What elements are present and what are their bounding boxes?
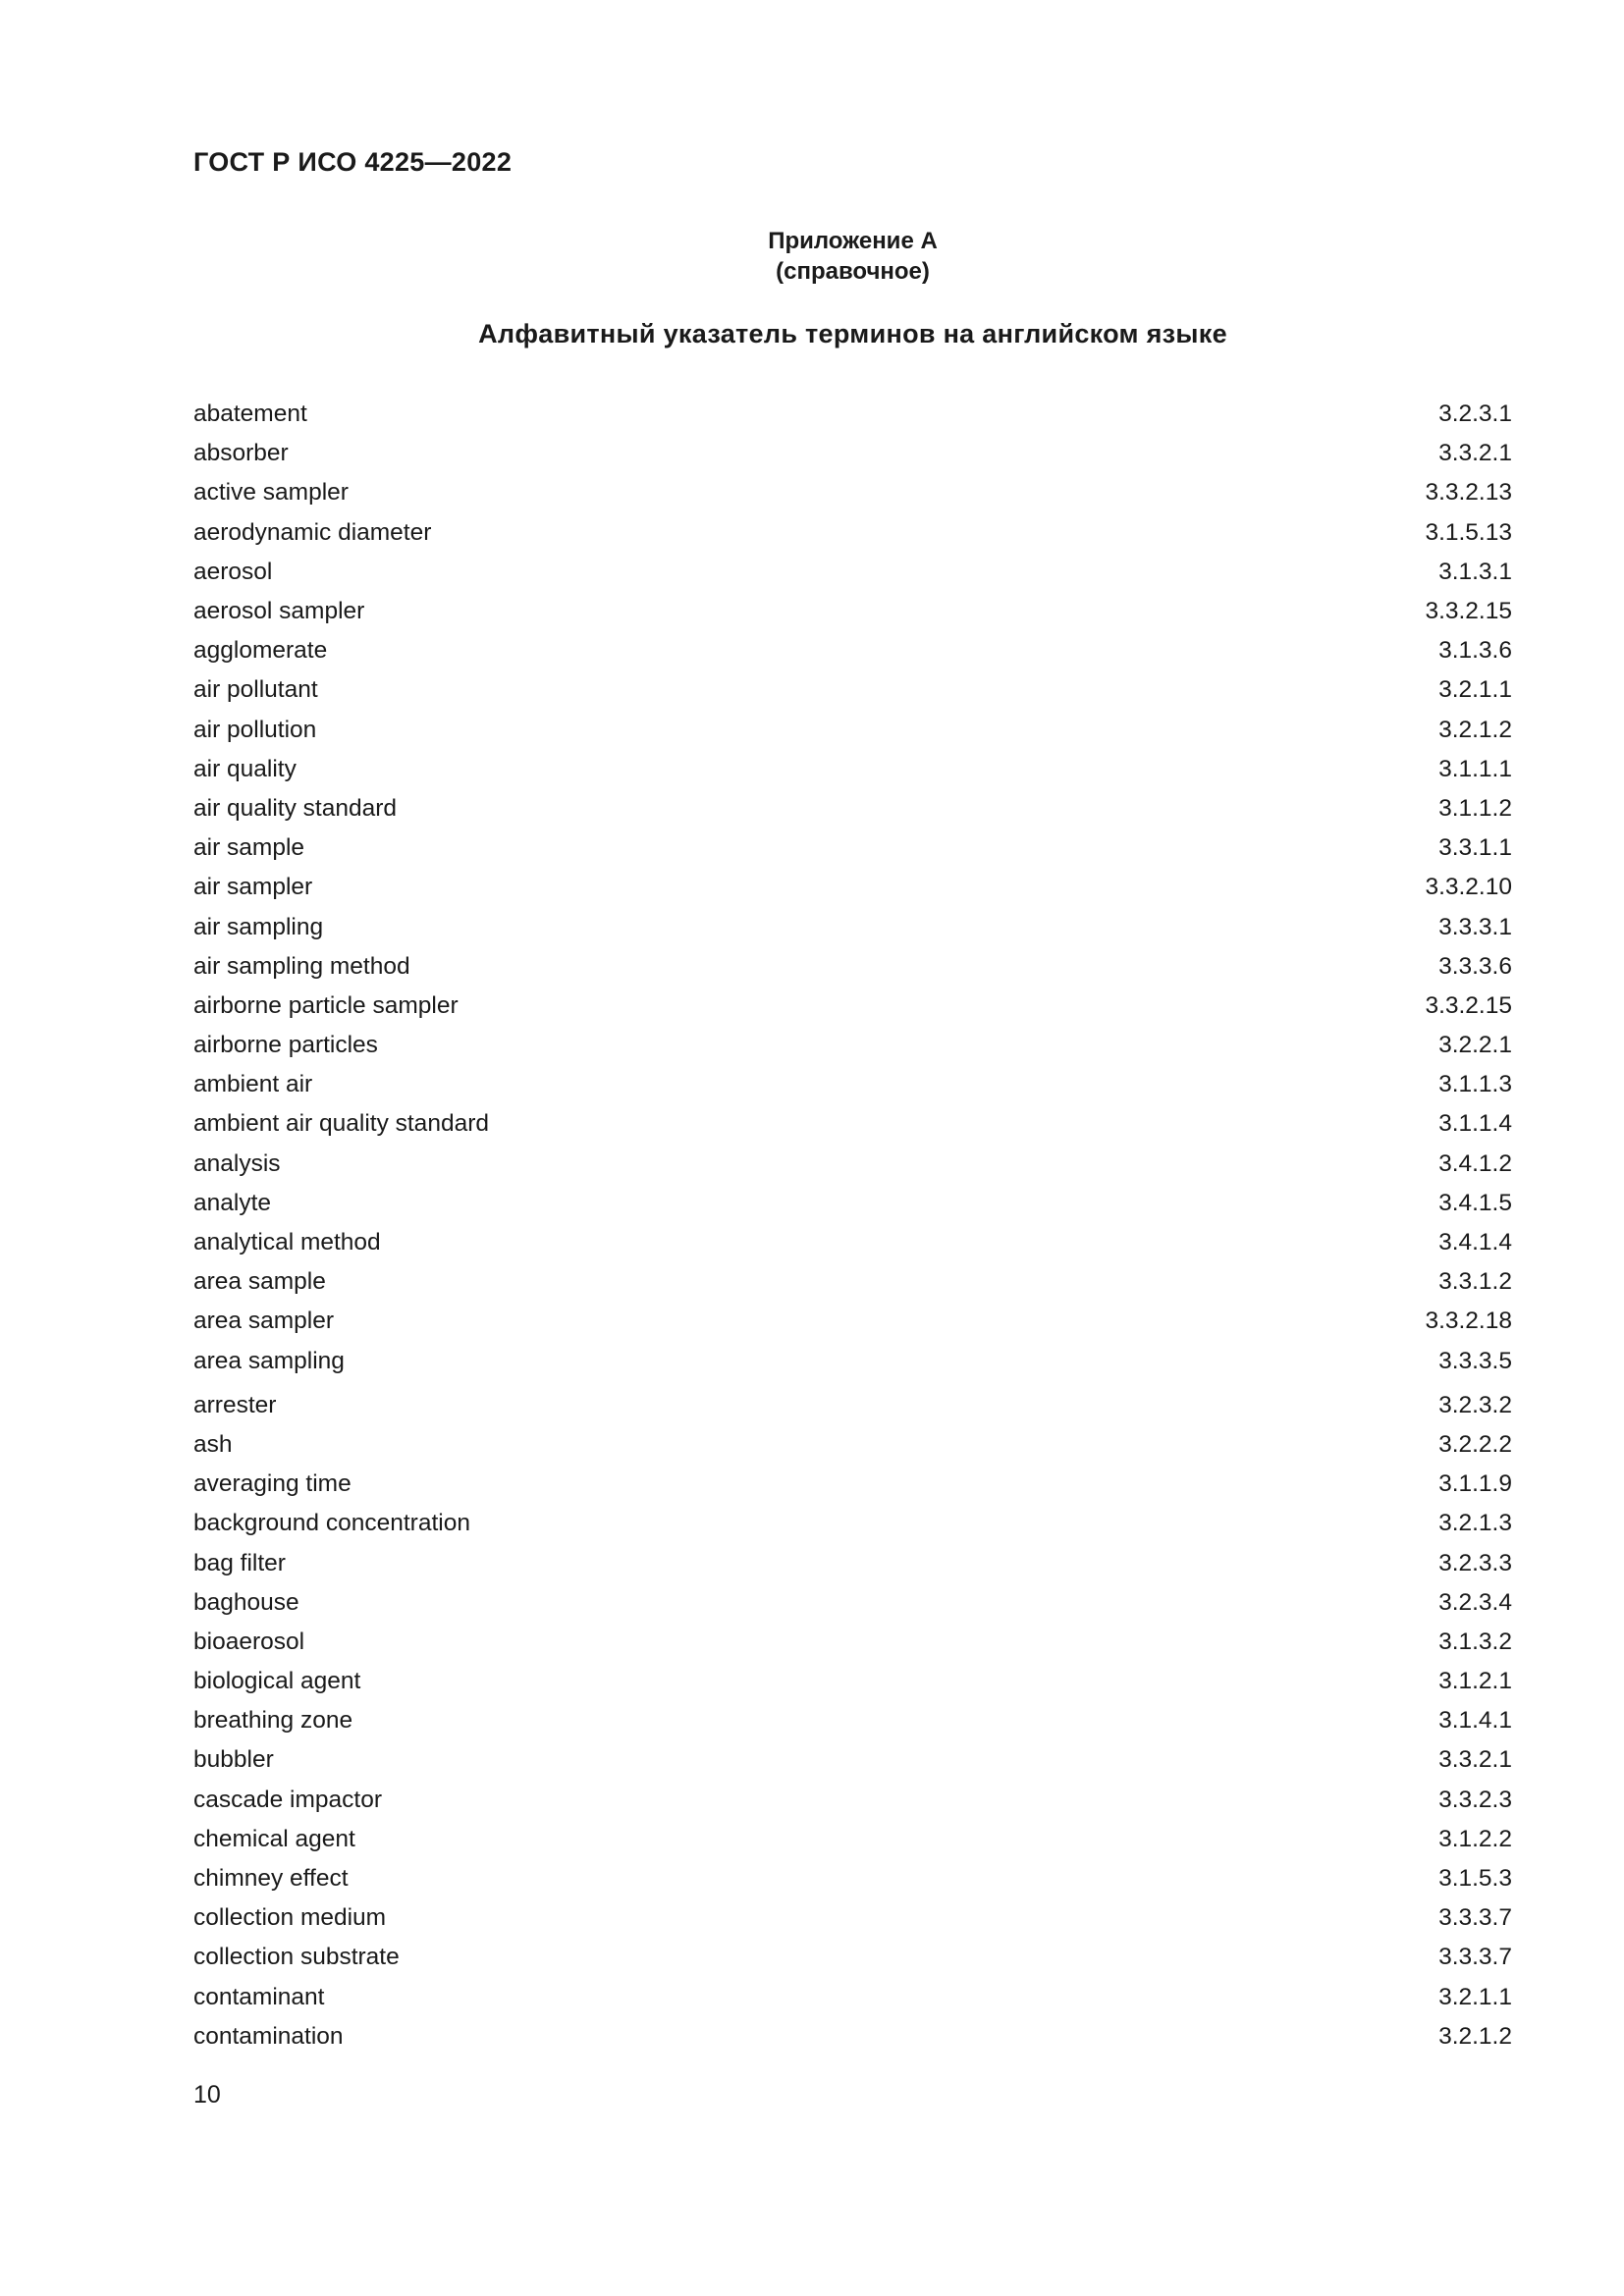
- index-term: air quality: [193, 755, 297, 782]
- index-term: agglomerate: [193, 637, 328, 665]
- index-entry: [193, 1740, 1512, 1780]
- index-entry: [193, 1701, 1512, 1740]
- index-term: ash: [193, 1430, 233, 1458]
- index-entry: [193, 1184, 1512, 1223]
- index-term: area sample: [193, 1268, 326, 1296]
- index-entry: [193, 1065, 1512, 1104]
- index-entry: [193, 789, 1512, 828]
- index-term: air pollution: [193, 716, 317, 743]
- index-entry: [193, 434, 1512, 473]
- index-entry: [193, 631, 1512, 670]
- index-entry: [193, 1465, 1512, 1504]
- index-term: background concentration: [193, 1510, 470, 1537]
- index-entry: [193, 1898, 1512, 1938]
- annex-heading: [193, 226, 1512, 287]
- index-term: chemical agent: [193, 1825, 355, 1852]
- index-entry: [193, 1262, 1512, 1302]
- index-ref: 3.3.2.10: [1425, 874, 1512, 901]
- index-ref: 3.3.2.1: [1438, 440, 1512, 467]
- index-ref: 3.3.3.1: [1438, 913, 1512, 940]
- index-entry: [193, 1583, 1512, 1623]
- index-entry: [193, 1342, 1512, 1381]
- index-entry: [193, 513, 1512, 553]
- index-entry: [193, 1662, 1512, 1701]
- index-entry: [193, 947, 1512, 987]
- index-entry: [193, 1938, 1512, 1977]
- index-ref: 3.1.3.2: [1438, 1628, 1512, 1655]
- index-ref: 3.2.1.1: [1438, 676, 1512, 704]
- index-term: analytical method: [193, 1229, 381, 1256]
- index-term: cascade impactor: [193, 1786, 383, 1813]
- index-term: area sampler: [193, 1308, 334, 1335]
- index-ref: 3.2.1.2: [1438, 2022, 1512, 2050]
- index-ref: 3.3.2.15: [1425, 598, 1512, 625]
- index-ref: 3.1.5.3: [1438, 1865, 1512, 1893]
- index-ref: 3.2.3.1: [1438, 400, 1512, 428]
- index-title: Алфавитный указатель терминов на английском языке: [478, 319, 1227, 348]
- index-entry: [193, 1145, 1512, 1184]
- index-term: ambient air: [193, 1071, 313, 1098]
- index-term: bag filter: [193, 1549, 286, 1576]
- index-entry: [193, 473, 1512, 512]
- index-ref: 3.3.2.18: [1425, 1308, 1512, 1335]
- index-term: collection substrate: [193, 1944, 400, 1971]
- index-ref: 3.1.3.1: [1438, 558, 1512, 585]
- index-ref: 3.1.3.6: [1438, 637, 1512, 665]
- index-entry: [193, 1302, 1512, 1341]
- index-entry: [193, 1623, 1512, 1662]
- index-entry: [193, 1859, 1512, 1898]
- index-entry: [193, 1820, 1512, 1859]
- index-entry: [193, 1425, 1512, 1465]
- index-entry: [193, 1386, 1512, 1425]
- index-ref: 3.3.3.6: [1438, 952, 1512, 980]
- index-entry: [193, 1543, 1512, 1582]
- index-ref: 3.1.1.2: [1438, 794, 1512, 822]
- index-term: contaminant: [193, 1983, 325, 2010]
- index-term: collection medium: [193, 1904, 387, 1932]
- annex-title: Приложение А: [768, 228, 938, 254]
- index-ref: 3.3.3.5: [1438, 1347, 1512, 1374]
- index-term: ambient air quality standard: [193, 1110, 489, 1138]
- index-term: airborne particles: [193, 1032, 378, 1059]
- index-ref: 3.3.3.7: [1438, 1944, 1512, 1971]
- index-entry: [193, 750, 1512, 789]
- index-term: baghouse: [193, 1588, 299, 1616]
- index-term: bubbler: [193, 1746, 274, 1774]
- index-ref: 3.1.2.2: [1438, 1825, 1512, 1852]
- index-ref: 3.3.2.15: [1425, 991, 1512, 1019]
- index-term: breathing zone: [193, 1707, 353, 1735]
- index-entry: [193, 1504, 1512, 1543]
- page-number: 10: [193, 2081, 221, 2109]
- index-ref: 3.2.3.2: [1438, 1391, 1512, 1418]
- index-ref: 3.2.1.3: [1438, 1510, 1512, 1537]
- index-ref: 3.1.1.3: [1438, 1071, 1512, 1098]
- index-term: air pollutant: [193, 676, 318, 704]
- index-entry: [193, 1104, 1512, 1144]
- index-entry: [193, 553, 1512, 592]
- index-ref: 3.3.2.3: [1438, 1786, 1512, 1813]
- index-ref: 3.4.1.2: [1438, 1149, 1512, 1177]
- index-term: air sampling: [193, 913, 324, 940]
- index-term: aerosol sampler: [193, 598, 365, 625]
- index-term: air quality standard: [193, 794, 398, 822]
- index-ref: 3.1.1.9: [1438, 1470, 1512, 1498]
- index-term: abatement: [193, 400, 307, 428]
- index-term: aerosol: [193, 558, 273, 585]
- index-ref: 3.2.2.2: [1438, 1430, 1512, 1458]
- index-ref: 3.2.3.3: [1438, 1549, 1512, 1576]
- index-ref: 3.1.5.13: [1425, 518, 1512, 546]
- index-term: air sampling method: [193, 952, 410, 980]
- index-ref: 3.3.2.1: [1438, 1746, 1512, 1774]
- index-term: biological agent: [193, 1668, 361, 1695]
- index-entry: [193, 395, 1512, 434]
- index-ref: 3.3.1.2: [1438, 1268, 1512, 1296]
- document-code: ГОСТ Р ИСО 4225—2022: [193, 147, 513, 177]
- index-entry: [193, 868, 1512, 907]
- index-entry: [193, 2017, 1512, 2056]
- annex-type: (справочное): [776, 258, 930, 285]
- index-ref: 3.2.1.1: [1438, 1983, 1512, 2010]
- index-entry: [193, 1223, 1512, 1262]
- index-ref: 3.3.1.1: [1438, 834, 1512, 862]
- index-entry: [193, 711, 1512, 750]
- index-ref: 3.2.1.2: [1438, 716, 1512, 743]
- index-ref: 3.4.1.5: [1438, 1189, 1512, 1216]
- index-term: arrester: [193, 1391, 277, 1418]
- index-ref: 3.3.3.7: [1438, 1904, 1512, 1932]
- index-entry: [193, 987, 1512, 1026]
- index-term: area sampling: [193, 1347, 345, 1374]
- index-term: airborne particle sampler: [193, 991, 459, 1019]
- term-index-list: [193, 395, 1512, 2056]
- index-entry: [193, 1781, 1512, 1820]
- index-term: absorber: [193, 440, 289, 467]
- index-ref: 3.4.1.4: [1438, 1229, 1512, 1256]
- index-ref: 3.1.1.4: [1438, 1110, 1512, 1138]
- index-term: aerodynamic diameter: [193, 518, 432, 546]
- index-entry: [193, 828, 1512, 868]
- index-entry: [193, 1978, 1512, 2017]
- index-ref: 3.2.3.4: [1438, 1588, 1512, 1616]
- index-term: analysis: [193, 1149, 281, 1177]
- index-term: contamination: [193, 2022, 344, 2050]
- index-ref: 3.1.4.1: [1438, 1707, 1512, 1735]
- index-term: analyte: [193, 1189, 272, 1216]
- index-entry: [193, 907, 1512, 946]
- index-term: active sampler: [193, 479, 349, 507]
- index-entry: [193, 1026, 1512, 1065]
- index-term: bioaerosol: [193, 1628, 305, 1655]
- index-ref: 3.2.2.1: [1438, 1032, 1512, 1059]
- index-ref: 3.1.2.1: [1438, 1668, 1512, 1695]
- index-entry: [193, 592, 1512, 631]
- index-ref: 3.1.1.1: [1438, 755, 1512, 782]
- index-term: air sample: [193, 834, 305, 862]
- index-ref: 3.3.2.13: [1425, 479, 1512, 507]
- index-term: chimney effect: [193, 1865, 349, 1893]
- index-term: air sampler: [193, 874, 313, 901]
- index-term: averaging time: [193, 1470, 352, 1498]
- index-entry: [193, 670, 1512, 710]
